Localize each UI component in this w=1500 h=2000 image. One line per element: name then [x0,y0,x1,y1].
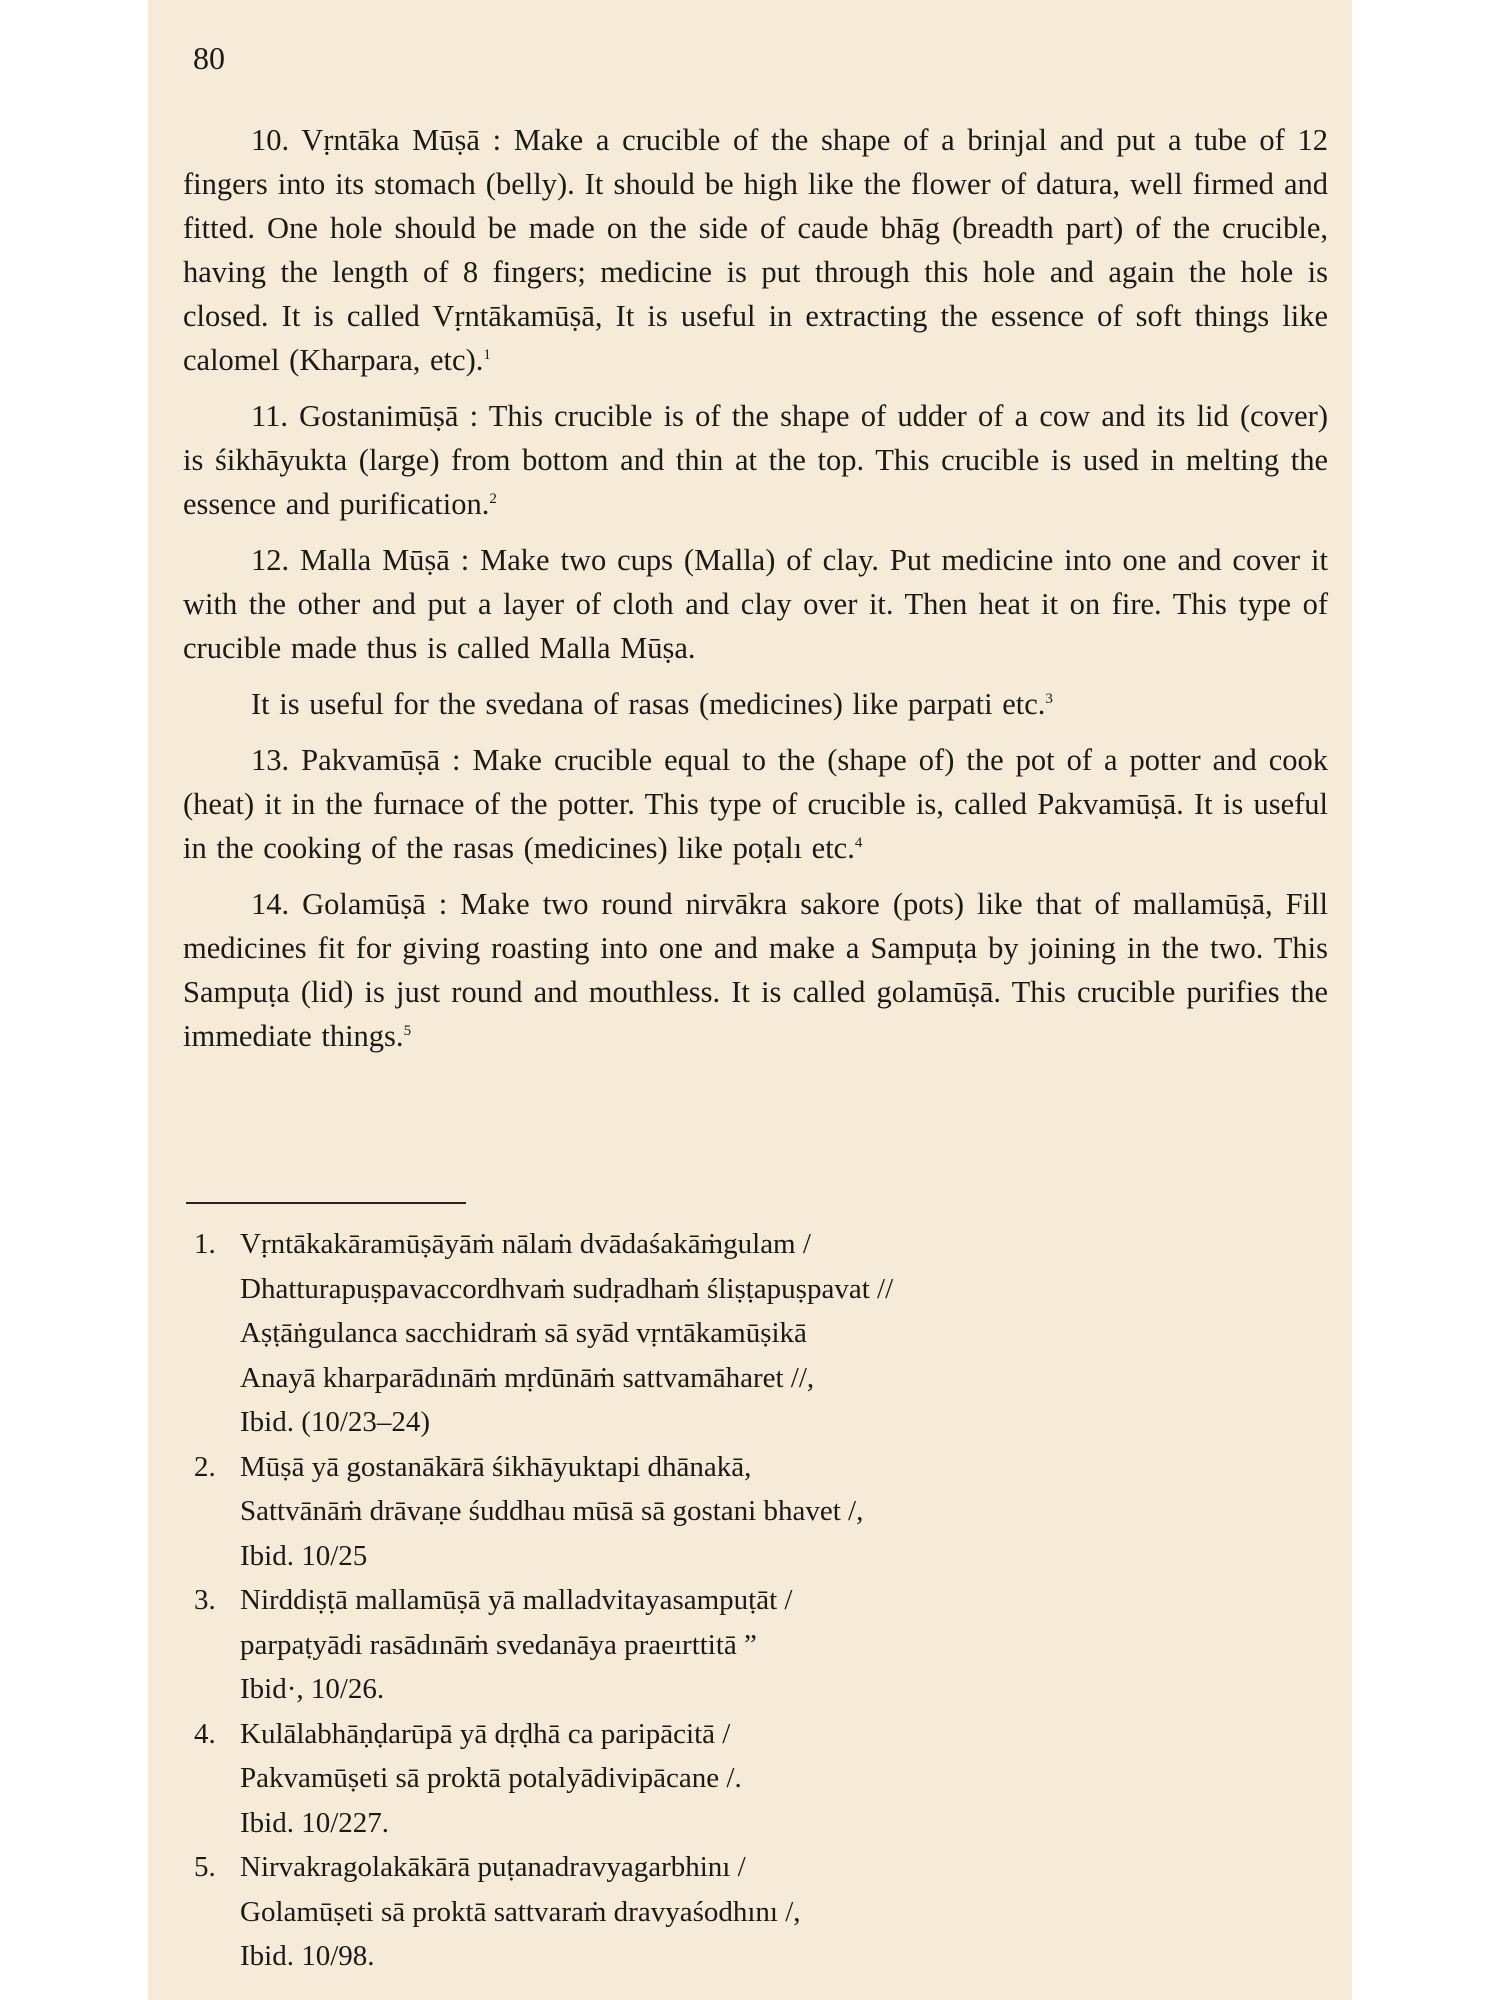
paragraph-gostani-musa [183,394,1328,526]
footnote-line: Nirddiṣṭā mallamūṣā yā malladvitayasampuṭāt / [240,1584,793,1616]
footnote-line: Pakvamūṣeti sā proktā potalyādivipācane /. [240,1762,742,1794]
paragraph-malla-usage [183,682,1328,726]
body-text [183,118,1328,1070]
footnote-4 [188,1712,1288,1846]
footnote-line: Dhatturapuṣpavaccordhvaṁ sudṛadhaṁ śliṣṭapuṣpavat // [240,1272,894,1305]
book-page [148,0,1352,2000]
footnote-line: Nirvakragolakākārā puṭanadravyagarbhinı / [240,1851,746,1883]
paragraph-text: 12. Malla Mūṣā : Make two cups (Malla) of clay. Put medicine into one and cover it with the other and put a layer of cloth and clay over it. Then heat it on fire. This type of crucible made thus is called Malla Mūṣa. [183,543,1328,665]
paragraph-text: 11. Gostanimūṣā : This crucible is of the shape of udder of a cow and its lid (cover) is śikhāyukta (large) from bottom and thin at the top. This crucible is used in melting the essence and purification. [183,399,1328,521]
paragraph-vrntaka-musa [183,118,1328,382]
paragraph-text: 13. Pakvamūṣā : Make crucible equal to the (shape of) the pot of a potter and cook (heat) it in the furnace of the potter. This type of crucible is, called Pakvamūṣā. It is useful in the cooking of the rasas (medicines) like poṭalı etc. [183,743,1328,865]
footnote-ref: 1 [483,346,491,363]
footnote-line: Ibid. 10/25 [240,1539,368,1572]
paragraph-text: 14. Golamūṣā : Make two round nirvākra sakore (pots) like that of mallamūṣā, Fill medicines fit for giving roasting into one and make a Sampuṭa by joining in the two. This Sampuṭa (lid) is just round and mouthless. It is called golamūṣā. This crucible purifies the immediate things. [183,887,1328,1053]
paragraph-gola-musa [183,882,1328,1058]
footnote-number: 3. [194,1584,216,1616]
footnote-line: Sattvānāṁ drāvaṇe śuddhau mūsā sā gostani bhavet /, [240,1495,864,1527]
footnote-line: Anayā kharparādınāṁ mṛdūnāṁ sattvamāharet //, [240,1361,815,1394]
footnote-number: 5. [194,1851,216,1883]
footnote-line: Mūṣā yā gostanākārā śikhāyuktapi dhānakā, [240,1450,752,1483]
footnote-line: Golamūṣeti sā proktā sattvaraṁ dravyaśodhını /, [240,1895,801,1928]
footnote-ref: 4 [854,834,863,851]
paragraph-pakva-musa [183,738,1328,870]
footnote-3 [188,1578,1288,1712]
footnote-line: Ibid. 10/227. [240,1806,390,1839]
footnote-ref: 2 [489,490,497,507]
footnote-5 [188,1845,1288,1979]
footnote-line: Kulālabhāṇḍarūpā yā dṛḍhā ca paripācitā / [240,1717,731,1750]
footnote-divider [186,1202,466,1204]
footnotes-list [188,1222,1288,1979]
footnote-number: 4. [194,1717,216,1750]
paragraph-text: It is useful for the svedana of rasas (medicines) like parpati etc. [251,687,1046,721]
footnote-line: Ibid. 10/98. [240,1940,375,1972]
paragraph-text: 10. Vṛntāka Mūṣā : Make a crucible of the shape of a brinjal and put a tube of 12 fingers into its stomach (belly). It should be high like the flower of datura, well firmed and fitted. One hole should be made on the side of caude bhāg (breadth part) of the crucible, having the length of 8 fingers; medicine is put through this hole and again the hole is closed. It is called Vṛntākamūṣā, It is useful in extracting the essence of soft things like calomel (Kharpara, etc). [183,123,1328,377]
footnote-ref: 3 [1045,690,1053,707]
page-number: 80 [193,40,225,76]
footnote-line: Ibid·, 10/26. [240,1673,385,1705]
footnote-ref: 5 [403,1022,412,1039]
footnote-line: Ibid. (10/23–24) [240,1406,431,1438]
paragraph-malla-musa [183,538,1328,670]
footnote-line: parpaṭyādi rasādınāṁ svedanāya praeırttitā ” [240,1628,757,1661]
footnote-1 [188,1222,1288,1445]
footnote-number: 2. [194,1450,216,1483]
footnote-number: 1. [194,1228,216,1260]
footnote-line: Aṣṭāṅgulanca sacchidraṁ sā syād vṛntākamūṣikā [240,1317,807,1349]
footnote-line: Vṛntākakāramūṣāyāṁ nālaṁ dvādaśakāṁgulam / [240,1228,811,1260]
footnote-2 [188,1445,1288,1579]
